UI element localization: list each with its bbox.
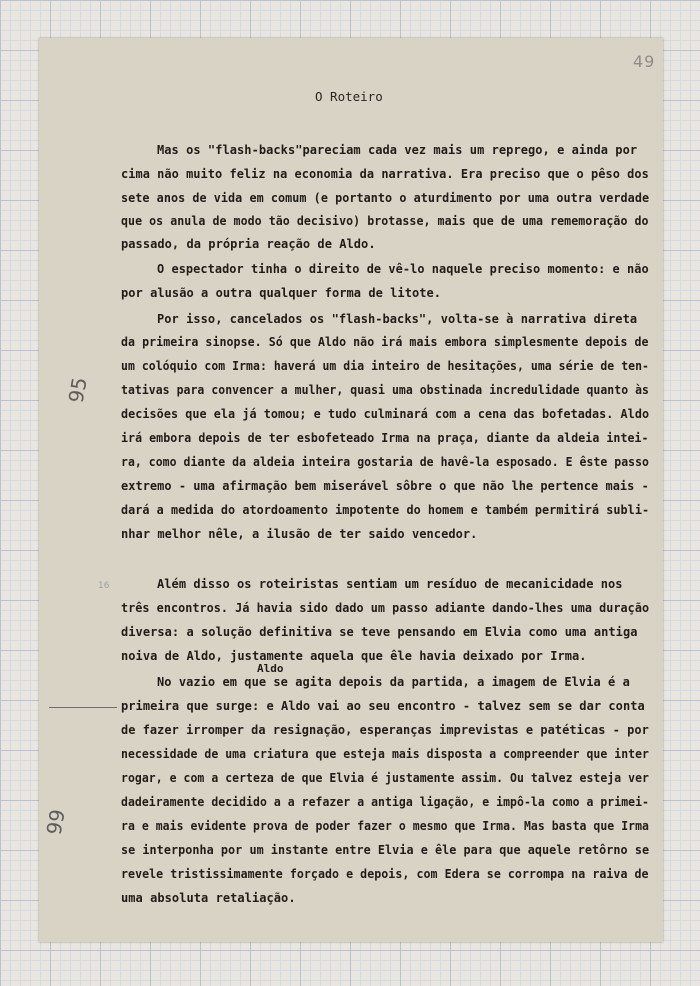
text-line: uma absoluta retaliação. — [121, 891, 296, 905]
text-line: tativas para convencer a mulher, quasi uma obstinada incredulidade quanto às — [121, 383, 649, 397]
interlinear-insert: Aldo — [257, 662, 284, 675]
text-line: dadeiramente decidido a a refazer a antiga ligação, e impô-la como a primei- — [121, 795, 649, 809]
margin-rule — [49, 707, 117, 708]
text-line: que os anula de modo tão decisivo) brotasse, mais que de uma rememoração do — [121, 214, 649, 228]
text-line: ra, como diante da aldeia inteira gostaria de havê-la esposado. E êste passo — [121, 455, 649, 469]
text-line: noiva de Aldo, justamente aquela que êle havia deixado por Irma. — [121, 649, 587, 663]
text-line: extremo - uma afirmação bem miserável sôbre o que não lhe pertence mais - — [121, 479, 649, 493]
text-line: por alusão a outra qualquer forma de litote. — [121, 286, 442, 300]
text-line: dará a medida do atordoamento impotente do homem e também permitirá subli- — [121, 503, 650, 517]
text-line: Além disso os roteiristas sentiam um resíduo de mecanicidade nos — [157, 577, 623, 591]
text-line: No vazio em que se agita depois da partida, a imagem de Elvia é a — [157, 675, 630, 689]
margin-annotation: 16 — [98, 581, 110, 591]
text-line: decisões que ela já tomou; e tudo culminará com a cena das bofetadas. Aldo — [121, 407, 650, 421]
text-line: diversa: a solução definitiva se teve pensando em Elvia como uma antiga — [121, 625, 638, 639]
text-line: de fazer irromper da resignação, esperanças imprevistas e patéticas - por — [121, 723, 649, 737]
text-line: cima não muito feliz na economia da narrativa. Era preciso que o pêso dos — [121, 167, 649, 181]
page-number: 49 — [633, 52, 656, 71]
text-line: Mas os "flash-backs"pareciam cada vez mais um reprego, e ainda por — [157, 143, 638, 157]
text-line: Por isso, cancelados os "flash-backs", volta-se à narrativa direta — [157, 312, 638, 326]
text-line: rogar, e com a certeza de que Elvia é justamente assim. Ou talvez esteja ver — [121, 771, 649, 785]
margin-annotation: 99 — [41, 807, 70, 837]
text-line: se interponha por um instante entre Elvia e êle para que aquele retôrno se — [121, 843, 650, 857]
text-line: passado, da própria reação de Aldo. — [121, 237, 376, 251]
text-line: O espectador tinha o direito de vê-lo naquele preciso momento: e não — [157, 262, 649, 276]
text-line: três encontros. Já havia sido dado um passo adiante dando-lhes uma duração — [121, 601, 650, 615]
text-line: nhar melhor nêle, a ilusão de ter saido vencedor. — [121, 527, 478, 541]
typewritten-page — [39, 38, 663, 942]
text-line: da primeira sinopse. Só que Aldo não irá mais embora simplesmente depois de — [121, 335, 649, 349]
text-line: ra e mais evidente prova de poder fazer o mesmo que Irma. Mas basta que Irma — [121, 819, 649, 833]
page-title: O Roteiro — [315, 89, 383, 104]
text-line: sete anos de vida em comum (e portanto o aturdimento por uma outra verdade — [121, 191, 650, 205]
text-line: um colóquio com Irma: haverá um dia inteiro de hesitações, uma série de ten- — [121, 359, 649, 373]
text-line: revele tristissimamente forçado e depois, com Edera se corrompa na raiva de — [121, 867, 649, 881]
text-line: primeira que surge: e Aldo vai ao seu encontro - talvez sem se dar conta — [121, 699, 645, 713]
margin-annotation: 95 — [63, 375, 92, 405]
text-line: necessidade de uma criatura que esteja mais disposta a compreender que inter — [121, 747, 649, 761]
text-line: irá embora depois de ter esbofeteado Irma na praça, diante da aldeia intei- — [121, 431, 649, 445]
